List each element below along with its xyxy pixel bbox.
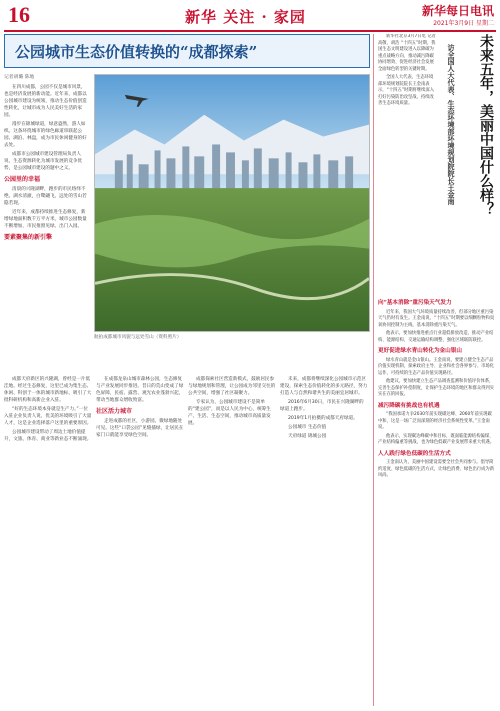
body-paragraph: 他建议，要加快建立生态产品调查监测和价值评价体系，完善生态保护补偿制度，让保护生态环境的地区和群众得到实实在在的回报。 — [378, 379, 495, 397]
body-paragraph: 近年来，成都持续推进生态修复，新增绿地面积数千万平方米，城市公园数量不断增加，市民推窗见绿、出门入园。 — [4, 210, 87, 229]
subhead-community: 社区活力城市 — [96, 408, 133, 415]
body-paragraph: “我国承诺力争2030年前实现碳达峰、2060年前实现碳中和，这是一场广泛而深刻的经济社会系统性变革。”王金南说。 — [378, 412, 492, 430]
body-paragraph: 未来，成都将继续深化公园城市示范区建设，探索生态价值转化的多元路径，努力打造人与自然和谐共生的美丽宜居城市。 — [280, 377, 368, 396]
photo-caption: 2019年1月拍摄的成都天府绿道。 — [288, 416, 358, 421]
right-article-title: 未来五年，美丽中国什么样？ — [478, 34, 494, 216]
subhead-green-mountains: 更好促进绿水青山转化为金山银山 — [378, 348, 462, 354]
right-body-text — [378, 296, 496, 706]
article-headline: 公园城市生态价值转换的“成都探索” — [15, 43, 258, 61]
body-paragraph: 王金南认为，美丽中国建设需要全社会共同参与。倡导简约适度、绿色低碳的生活方式，让绿色消费、绿色出行成为新风尚。 — [378, 460, 495, 478]
masthead — [0, 0, 500, 30]
body-paragraph: 专家认为，公园城市建设不是简单的“建公园”，而是以人民为中心，统筹生产、生活、生态空间，推动城市高质量发展。 — [188, 400, 271, 426]
right-article-subtitle: 访全国人大代表、生态环境部环境规划院院长王金南 — [447, 44, 455, 205]
paper-name: 新华每日电讯 — [421, 4, 494, 18]
body-paragraph: 公园城市建设带动了周边土地价值提升，文旅、体育、商业等新业态不断涌现。 — [4, 430, 92, 442]
body-paragraph: 成都探索社区营造新模式，鼓励居民参与绿地规划和管理，让公园成为邻里交往的公共空间，增强了社区凝聚力。 — [188, 377, 276, 396]
right-lead-text — [378, 34, 436, 294]
subhead-park-happiness: 公园里的幸福 — [4, 176, 41, 183]
headline-box — [4, 34, 370, 68]
lead-paragraph: 全国人大代表、生态环境部环境规划院院长王金南表示，“十四五”时期将继续深入打好污染防治攻坚战，持续改善生态环境质量。 — [378, 75, 435, 106]
body-column-3 — [188, 376, 276, 706]
lead-paragraph: 新华社北京3月7日电 记者高敬、胡浩 “十四五”时期，我国生态文明建设进入以降碳为重点战略方向、推动减污降碳协同增效、促进经济社会发展全面绿色转型的关键时期。 — [378, 34, 436, 72]
main-article — [4, 34, 374, 706]
body-paragraph: 近年来，我国大气环境质量持续改善，但部分地区重污染天气仍时有发生。王金南说，“十四五”时期要以细颗粒物和臭氧协同控制为主线，基本消除重污染天气。 — [378, 309, 495, 328]
page-number: 16 — [8, 2, 30, 27]
section-title: 新华 关注 · 家园 — [185, 8, 306, 26]
photo-row-captions — [94, 344, 370, 372]
body-paragraph: 他表示，要加快推进重点行业超低排放改造，推动产业结构、能源结构、交通运输结构调整，强化区域联防联控。 — [378, 331, 494, 343]
photo-caption: 航拍成都城市风貌与远处雪山（资料照片） — [94, 335, 182, 340]
body-paragraph: 成都天府新区的兴隆湖，曾经是一片低洼地。经过生态修复，这里已成为集生态、休闲、科创于一体的城市新地标，吸引了大批科研机构和高新企业入驻。 — [4, 377, 92, 403]
photo-tag: 天府绿道 锦城公园 — [288, 434, 327, 439]
body-paragraph: “好的生态环境本身就是生产力。”一位入驻企业负责人说，优美的环境吸引了大量人才，这是企业选择落户这里的重要原因。 — [4, 407, 92, 426]
masthead-rule — [4, 30, 496, 32]
right-article — [378, 34, 496, 706]
subhead-new-engine: 要素聚集的新引擎 — [4, 234, 53, 241]
subhead-carbon-reduction: 减污降碳有挑战也有机遇 — [378, 402, 440, 409]
photo-caption: 2016年6月30日，市民在兴隆湖畔的绿道上跑步。 — [280, 400, 364, 412]
photo-tag: 公园城市 生态价值 — [288, 425, 327, 430]
body-paragraph: 在成都龙泉山城市森林公园，生态修复与产业发展同步推进。昔日的荒山变成了绿色屏障，民宿、露营、观光农业蓬勃兴起，带动当地群众增收致富。 — [96, 377, 184, 403]
body-column-1 — [4, 376, 92, 706]
lead-paragraph: 在四川成都，公园不仅是城市风景，也是经济发展的新动能。近年来，成都以公园城市建设为统领，推动生态价值创造性转化，让城市成为人民美好生活的家园。 — [4, 85, 87, 118]
aerial-city-illustration — [95, 75, 369, 331]
aerial-city-photo — [94, 74, 370, 332]
column-divider — [373, 34, 374, 706]
reporter-line: 记者胡璐 陈地 — [4, 75, 35, 80]
lead-column — [4, 74, 90, 244]
lead-paragraph: 成都市公园城市建设管理局负责人说，生态资源转化为城市发展的竞争优势，是公园城市建设的题中之义。 — [4, 152, 83, 171]
lead-paragraph: 漫步在锦城绿道，绿意盎然，游人如织。这条环绕城市的绿色廊道串联起公园、湖泊、林盘，成为市民休闲健身的好去处。 — [4, 122, 87, 148]
body-paragraph: 他表示，实现碳达峰碳中和目标，既面临能源结构偏煤、产业结构偏重等挑战，也为绿色低碳产业发展带来重大机遇。 — [378, 433, 495, 445]
body-column-2 — [96, 376, 184, 706]
subhead-green-lifestyle: 人人践行绿色低碳的生活方式 — [378, 450, 451, 457]
body-paragraph: 走进成都的社区，小游园、微绿地随处可见。这些“口袋公园”见缝插绿，让居民在家门口就能享受绿色空间。 — [96, 419, 184, 438]
body-paragraph: 清晨的兴隆湖畔，跑步的市民络绎不绝。湖水清澈，白鹭翩飞，远处的雪山若隐若现。 — [4, 187, 87, 206]
body-paragraph: 绿水青山就是金山银山。王金南说，要建立健全生态产品价值实现机制，探索政府主导、企业和社会各界参与、市场化运作、可持续的生态产品价值实现路径。 — [378, 357, 495, 376]
paper-date: 2021年3月9日 星期二 — [433, 20, 494, 27]
body-column-4 — [280, 376, 368, 706]
body-columns — [4, 376, 370, 706]
subhead-heavy-pollution: 向“基本消除”重污染天气发力 — [378, 300, 452, 306]
